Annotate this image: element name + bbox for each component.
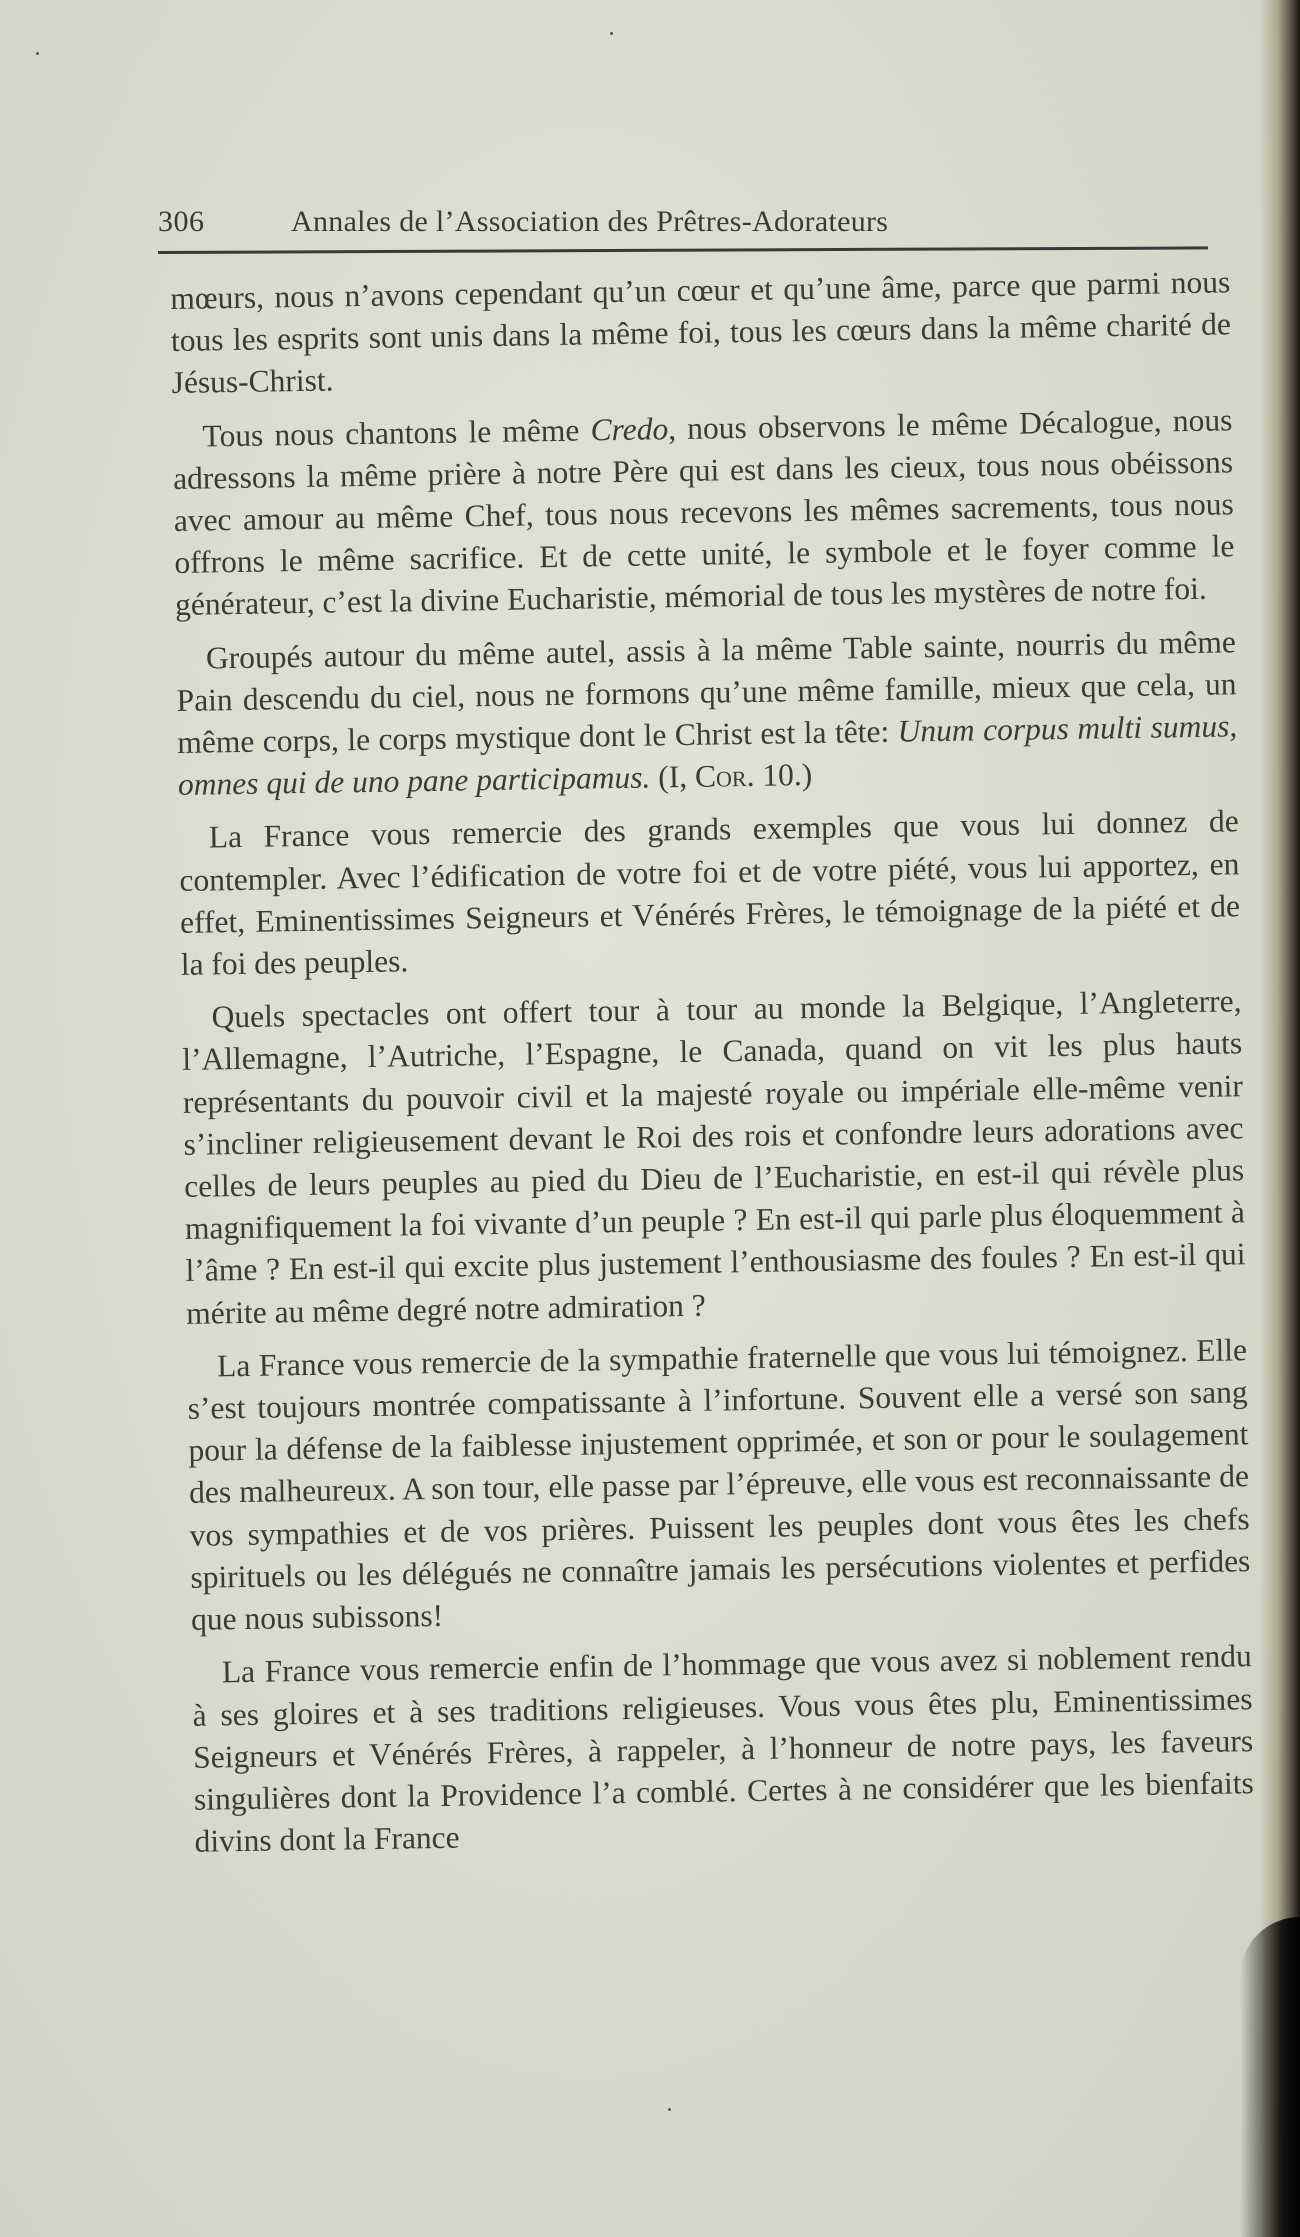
text-segment: (I, <box>650 759 696 795</box>
running-title: Annales de l’Association des Prêtres-Adorateurs <box>291 205 889 238</box>
text-segment: La France vous remercie enfin de l’hommage que vous avez si noblement rendu à ses gloires et à ses traditions religieuses. Vous vous êtes plu, Eminentissimes Seigneurs et Vénérés Frères, à rappeler, à l’honneur de notre pays, les faveurs singulières dont la Providence l’a comblé. Certes à ne considérer que les bienfaits divins dont la France <box>192 1638 1255 1859</box>
paragraph <box>181 981 1246 1335</box>
paragraph <box>187 1329 1252 1641</box>
paragraph <box>192 1635 1255 1863</box>
text-segment: Quels spectacles ont offert tour à tour au monde la Belgique, l’Angleterre, l’Allemagne, l’Autriche, l’Espagne, le Canada, quand on vit les plus hauts représentants du pouvoir civil et la majesté royale ou impériale elle-même venir s’incliner religieusement devant le Roi des rois et confondre leurs adorations avec celles de leurs peuples au pied du Dieu de l’Eucharistie, en est-il qui révèle plus magnifiquement la foi vivante d’un peuple ? En est-il qui parle plus éloquemment à l’âme ? En est-il qui excite plus justement l’enthousiasme des foules ? En est-il qui mérite au même degré notre admiration ? <box>182 983 1246 1331</box>
text-segment: , nous observons le même Décalogue, nous adressons la même prière à notre Père qui est dans les cieux, tous nous obéissons avec amour au même Chef, tous nous recevons les mêmes sacrements, tous nous offrons le même sacrifice. Et de cette unité, le symbole et le foyer comme le générateur, c’est la divine Eucharistie, mémorial de tous les mystères de notre foi. <box>172 401 1235 623</box>
paragraph <box>170 261 1232 404</box>
small-caps-text: Cor <box>694 758 747 795</box>
text-segment: La France vous remercie de la sympathie fraternelle que vous lui témoignez. Elle s’est toujours montrée compatissante à l’infortune. Souvent elle a versé son sang pour la défense de la faiblesse injustement opprimée, et son or pour le soulagement des malheureux. A son tour, elle passe par l’épreuve, elle vous est reconnaissante de vos sympathies et de vos prières. Puissent les peuples dont vous êtes les chefs spirituels ou les délégués ne connaître jamais les persécutions violentes et perfides que nous subissons! <box>187 1332 1251 1637</box>
italic-text: Unum corpus multi sumus, omnes qui de uno pane participamus. <box>177 708 1238 803</box>
text-segment: Groupés autour du même autel, assis à la même Table sainte, nourris du même Pain descendu du ciel, nous ne formons qu’une même famille, mieux que cela, un même corps, le corps mystique dont le Christ est la tête: <box>176 623 1237 760</box>
body-text <box>170 261 1255 1874</box>
page-number: 306 <box>158 205 205 238</box>
paper-speck <box>668 2108 671 2111</box>
paper-speck <box>610 32 613 35</box>
paper-speck <box>36 52 39 55</box>
text-segment: La France vous remercie des grands exemples que vous lui donnez de contempler. Avec l’édification de votre foi et de votre piété, vous lui apportez, en effet, Eminentissimes Seigneurs et Vénérés Frères, le témoignage de la piété et de la foi des peuples. <box>179 803 1241 982</box>
text-segment: mœurs, nous n’avons cependant qu’un cœur et qu’une âme, parce que parmi nous tous les esprits sont unis dans la même foi, tous les cœurs dans la même charité de Jésus-Christ. <box>170 264 1232 401</box>
book-gutter <box>1260 0 1300 2237</box>
paragraph <box>178 801 1241 986</box>
text-segment: . 10.) <box>746 757 813 794</box>
paragraph <box>176 621 1239 806</box>
paragraph <box>172 399 1235 627</box>
gutter-shadow <box>1240 1917 1300 2237</box>
italic-text: Credo <box>590 410 669 448</box>
text-segment: Tous nous chantons le même <box>202 412 591 454</box>
